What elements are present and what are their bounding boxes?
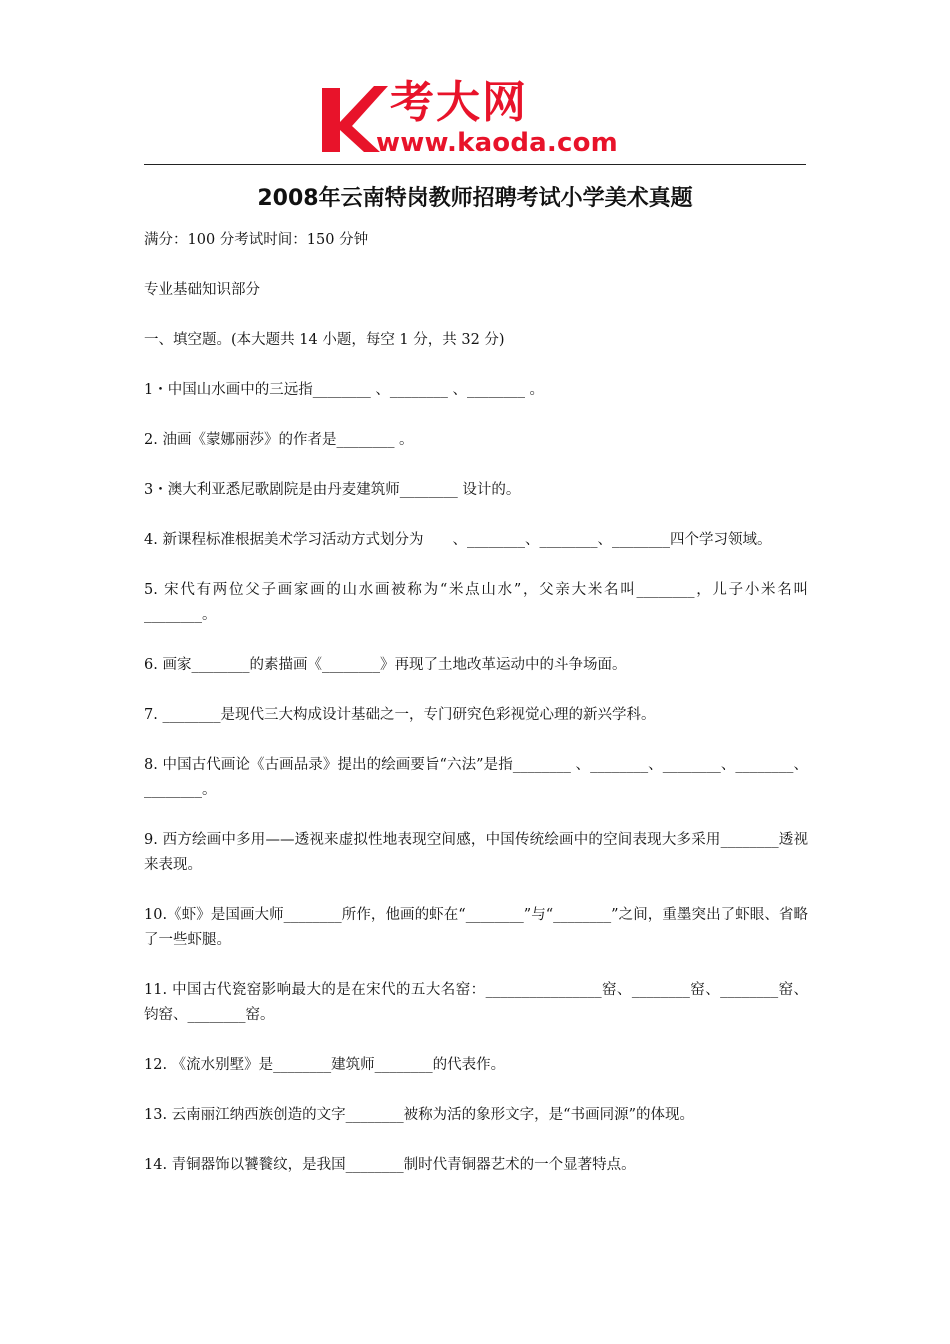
question-12: 12. 《流水别墅》是________建筑师________的代表作。: [144, 1057, 506, 1073]
question-5: 5. 宋代有两位父子画家画的山水画被称为“米点山水”，父亲大米名叫________，儿子小米名叫________。: [144, 582, 808, 623]
question-4: 4. 新课程标准根据美术学习活动方式划分为 、________、________、________四个学习领域。: [144, 532, 772, 548]
logo-chinese-text: 考大网: [390, 77, 528, 128]
question-1: 1・中国山水画中的三远指________ 、________ 、________ 。: [144, 382, 545, 398]
question-6: 6. 画家________的素描画《________》再现了土地改革运动中的斗争场面。: [144, 657, 627, 673]
question-9: 9. 西方绘画中多用——透视来虚拟性地表现空间感，中国传统绘画中的空间表现大多采用________透视来表现。: [144, 832, 808, 873]
header-divider: [144, 164, 806, 165]
document-body: [144, 228, 808, 1203]
question-7: 7. ________是现代三大构成设计基础之一，专门研究色彩视觉心理的新兴学科。: [144, 707, 656, 723]
question-8: 8. 中国古代画论《古画品录》提出的绘画要旨“六法”是指________ 、________、________、________、________。: [144, 757, 808, 798]
question-3: 3・澳大利亚悉尼歌剧院是由丹麦建筑师________ 设计的。: [144, 482, 521, 498]
question-11: 11. 中国古代瓷窑影响最大的是在宋代的五大名窑：________________窑、________窑、________窑、钧窑、________窑。: [144, 982, 808, 1023]
part-heading: 一、填空题。(本大题共 14 小题，每空 1 分，共 32 分): [144, 332, 505, 348]
kaoda-logo: [318, 78, 648, 162]
page-title: 2008年云南特岗教师招聘考试小学美术真题: [257, 186, 693, 211]
section-heading: 专业基础知识部分: [144, 282, 260, 298]
question-14: 14. 青铜器饰以饕餮纹，是我国________制时代青铜器艺术的一个显著特点。: [144, 1157, 636, 1173]
question-10: 10.《虾》是国画大师________所作，他画的虾在“________”与“________”之间，重墨突出了虾眼、省略了一些虾腿。: [144, 907, 808, 948]
question-13: 13. 云南丽江纳西族创造的文字________被称为活的象形文字，是“书画同源”的体现。: [144, 1107, 694, 1123]
logo-url-text: www.kaoda.com: [376, 128, 618, 158]
exam-meta: 满分：100 分考试时间：150 分钟: [144, 232, 369, 248]
question-2: 2. 油画《蒙娜丽莎》的作者是________ 。: [144, 432, 414, 448]
